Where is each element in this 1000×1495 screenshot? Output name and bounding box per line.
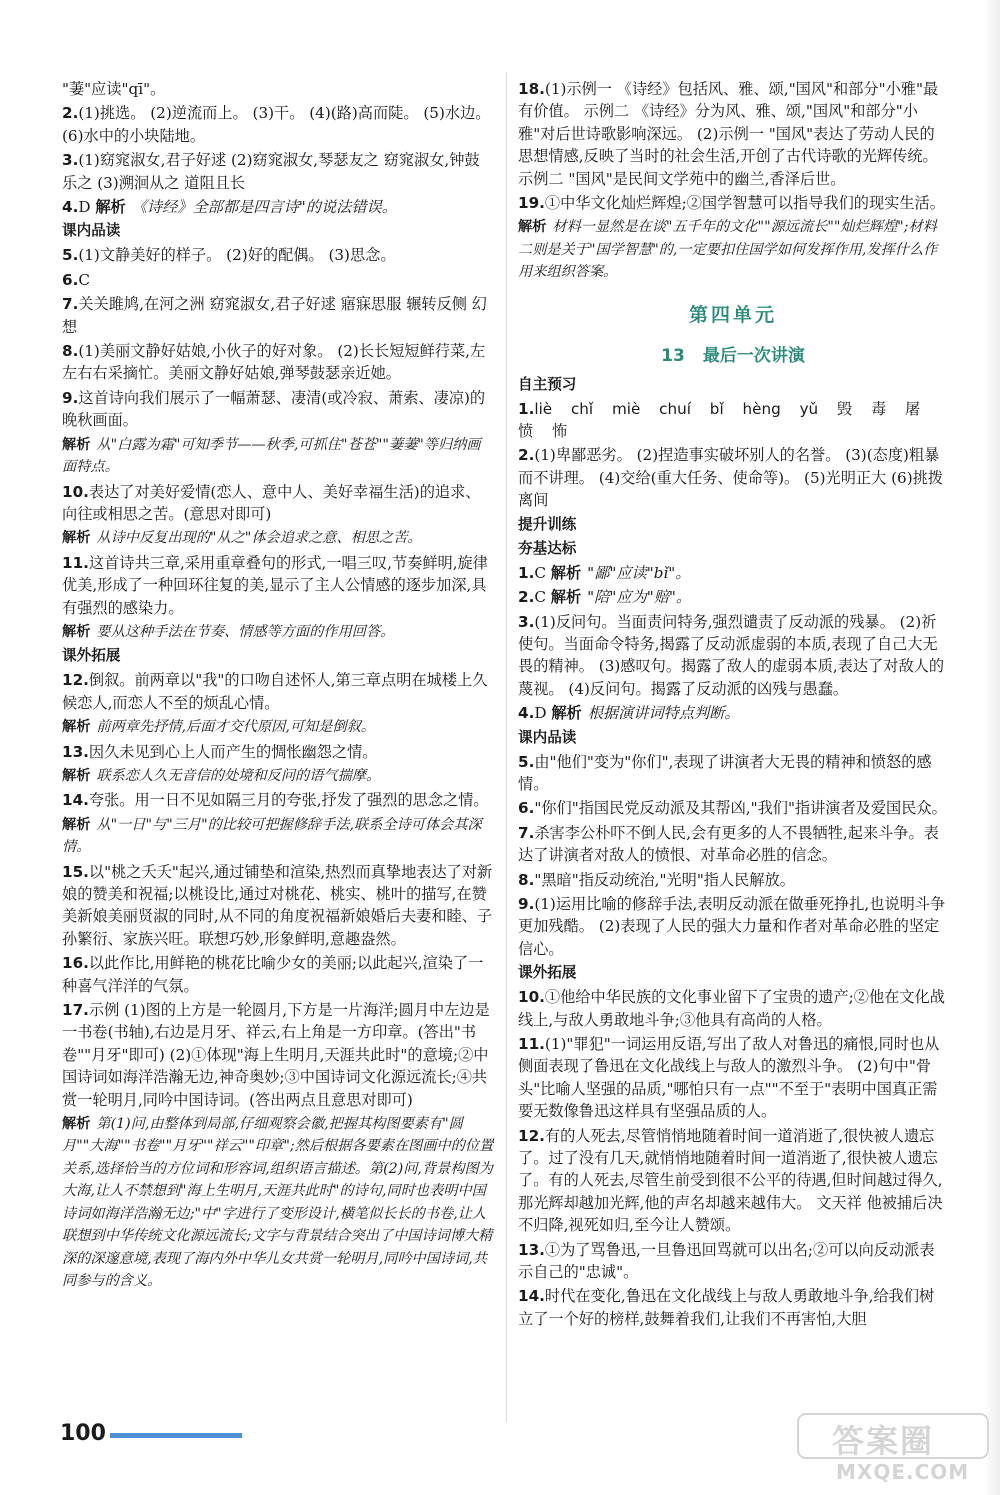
item-number: 3. xyxy=(62,151,79,170)
analysis-label: 解析 xyxy=(62,623,91,640)
item-text: C xyxy=(78,270,90,289)
analysis-note xyxy=(62,1113,494,1292)
item-text: 这首诗向我们展示了一幅萧瑟、凄清(或冷寂、萧索、凄凉)的晚秋画面。 xyxy=(62,388,486,430)
item-text: (1)"罪犯"一词运用反语,写出了敌人对鲁迅的痛恨,同时也从侧面表现了鲁迅在文化战线上与敌人的激烈斗争。 (2)句中"骨头"比喻人坚强的品质,"哪怕只有一点""不至于"表明中国真正需要无数像鲁迅这样具有坚强品质的人。 xyxy=(518,1035,940,1121)
right-column xyxy=(518,78,948,1332)
answer-item xyxy=(62,861,494,951)
answer-item xyxy=(62,952,494,997)
item-text: 表达了对美好爱情(恋人、意中人、美好幸福生活)的追求、向往或相思之苦。(意思对即可) xyxy=(62,482,481,523)
item-number: 10. xyxy=(518,988,545,1007)
item-number: 12. xyxy=(518,1126,545,1145)
item-number: 12. xyxy=(62,671,89,690)
item-number: 2. xyxy=(62,104,79,123)
item-text: "你们"指国民党反动派及其帮凶,"我们"指讲演者及爱国民众。 xyxy=(534,799,947,818)
item-number: 11. xyxy=(62,553,89,572)
page-number: 100 xyxy=(60,1421,106,1446)
item-number: 10. xyxy=(62,482,89,501)
item-text: C xyxy=(534,563,551,582)
analysis-label: 解析 xyxy=(62,719,91,736)
section-heading: 夯基达标 xyxy=(518,539,577,557)
page-edge-shadow xyxy=(984,0,1000,1495)
answer-item xyxy=(518,893,948,960)
item-number: 8. xyxy=(518,870,535,889)
item-text: 以此作比,用鲜艳的桃花比喻少女的美丽;以此起兴,渲染了一种喜气洋洋的气氛。 xyxy=(62,954,484,995)
analysis-text: 联系恋人久无音信的处境和反问的语气揣摩。 xyxy=(96,767,381,784)
analysis-text: 根据演讲词特点判断。 xyxy=(587,704,740,723)
answer-item xyxy=(518,562,948,584)
answer-item xyxy=(518,78,948,190)
answer-item xyxy=(62,269,494,291)
section-heading: 课外拓展 xyxy=(518,964,577,982)
item-number: 13. xyxy=(62,742,89,761)
analysis-note xyxy=(518,216,948,283)
analysis-text: 从诗中反复出现的"从之"体会追求之意、相思之苦。 xyxy=(96,530,422,547)
item-number: 4. xyxy=(518,704,535,723)
analysis-text: 要从这种手法在节奏、情感等方面的作用回答。 xyxy=(96,623,395,640)
item-text: 因久未见到心上人而产生的惆怅幽怨之情。 xyxy=(88,742,378,761)
item-text: D xyxy=(534,704,552,723)
item-text: (1)美丽文静好姑娘,小伙子的好对象。 (2)长长短短鲜荇菜,左左右右采摘忙。美丽文静好姑娘,弹琴鼓瑟亲近她。 xyxy=(62,342,486,383)
analysis-label: 解析 xyxy=(62,1116,91,1133)
answer-item xyxy=(62,340,494,385)
analysis-text: "陪"应为"赔"。 xyxy=(587,588,692,607)
item-text: ①为了骂鲁迅,一旦鲁迅回骂就可以出名;②可以向反动派表示自己的"忠诚"。 xyxy=(518,1240,935,1282)
analysis-text: 前两章先抒情,后面才交代原因,可知是倒叙。 xyxy=(96,719,375,736)
item-number: 9. xyxy=(518,894,535,913)
page-footer xyxy=(60,1421,106,1446)
pinyin-answer xyxy=(518,398,948,443)
lesson-title xyxy=(518,341,948,366)
item-number: 3. xyxy=(518,612,535,631)
item-text: 由"他们"变为"你们",表现了讲演者大无畏的精神和愤怒的感情。 xyxy=(518,752,932,793)
analysis-label: 解析 xyxy=(550,563,582,582)
item-number: 15. xyxy=(62,862,89,881)
item-number: 2. xyxy=(518,446,535,465)
item-text: (1)示例一 《诗经》包括风、雅、颂,"国风"和部分"小雅"最有价值。 示例二 《诗经》分为风、雅、颂,"国风"和部分"小雅"对后世诗歌影响深远。 (2)示例一 "国风"表达了劳动人民的思想情感,反映了当时的社会生活,开创了古代诗歌的光辉传统。 示例二 "国风"是民间文学苑中的幽兰,香泽后世。 xyxy=(518,80,939,188)
answer-item xyxy=(518,192,948,214)
analysis-note xyxy=(62,716,494,738)
analysis-label: 解析 xyxy=(62,767,91,784)
item-text: 这首诗共三章,采用重章叠句的形式,一唱三叹,节奏鲜明,旋律优美,形成了一种回环往复的美,显示了主人公情感的逐步加深,具有强烈的感染力。 xyxy=(62,553,488,617)
answer-item xyxy=(62,387,494,432)
analysis-note xyxy=(62,814,494,859)
answer-item xyxy=(518,1285,948,1330)
analysis-label: 解析 xyxy=(550,588,582,607)
watermark-title: 答案圈 xyxy=(832,1422,935,1460)
item-number: 19. xyxy=(518,194,545,213)
item-text: 杀害李公朴吓不倒人民,会有更多的人不畏牺牲,起来斗争。表达了讲演者对敌人的愤恨、对革命必胜的信念。 xyxy=(518,823,939,865)
item-text: 以"桃之夭夭"起兴,通过铺垫和渲染,热烈而真挚地表达了对新娘的赞美和祝福;以桃设比,通过对桃花、桃实、桃叶的描写,在赞美新娘美丽贤淑的同时,从不同的角度祝福新娘婚后夫妻和睦、子孙繁衍、家族兴旺。联想巧妙,形象鲜明,意趣盎然。 xyxy=(62,862,493,948)
item-number: 6. xyxy=(62,270,79,289)
item-number: 16. xyxy=(62,954,89,973)
section-heading: 课内品读 xyxy=(62,222,121,240)
left-column xyxy=(62,78,494,1294)
analysis-note xyxy=(62,621,494,643)
section-heading: 课内品读 xyxy=(518,728,577,746)
answer-item xyxy=(518,444,948,511)
item-number: 7. xyxy=(62,295,79,314)
analysis-text: 从"一日"与"三月"的比较可把握修辞手法,联系全诗可体会其深情。 xyxy=(62,816,482,856)
analysis-note xyxy=(62,765,494,787)
item-text: (1)反问句。当面责问特务,强烈谴责了反动派的残暴。 (2)祈使句。当面命令特务,揭露了反动派虚弱的本质,表现了自己大无畏的精神。 (3)感叹句。揭露了敌人的虚弱本质,表达了对敌人的蔑视。 (4)反问句。揭露了反动派的凶残与愚蠢。 xyxy=(518,612,945,698)
analysis-note xyxy=(62,434,494,479)
answer-item xyxy=(62,999,494,1111)
item-text: "萋"应读"qī"。 xyxy=(62,80,166,98)
item-text: 倒叙。前两章以"我"的口吻自述怀人,第三章点明在城楼上久候恋人,而恋人不至的烦乱心情。 xyxy=(62,671,488,712)
item-text: (1)运用比喻的修辞手法,表明反动派在做垂死挣扎,也说明斗争更加残酷。 (2)表现了人民的强大力量和作者对革命必胜的坚定信心。 xyxy=(518,894,946,958)
lesson-name: 最后一次讲演 xyxy=(702,345,805,366)
answer-item xyxy=(518,1239,948,1284)
unit-title: 第四单元 xyxy=(688,303,777,326)
item-text: "黑暗"指反动统治,"光明"指人民解放。 xyxy=(534,870,795,889)
item-text: (1)文静美好的样子。 (2)好的配偶。 (3)思念。 xyxy=(78,246,396,265)
answer-item xyxy=(62,102,494,147)
item-text: ①中华文化灿烂辉煌;②国学智慧可以指导我们的现实生活。 xyxy=(544,194,945,213)
item-text: 示例 (1)图的上方是一轮圆月,下方是一片海洋;圆月中左边是一书卷(书轴),右边是月牙、祥云,右上角是一方印章。(答出"书卷""月牙"即可) (2)①体现"海上生明月,天涯共此时"的意境;②中国诗词如海洋浩瀚无边,神奇奥妙;③中国诗词文化源远流长;④共赏一轮明月,同吟中国诗词。(答出两点且意思对即可) xyxy=(62,1001,490,1109)
analysis-label: 解析 xyxy=(62,436,91,453)
page-number-bar xyxy=(110,1433,242,1438)
answer-item xyxy=(518,586,948,608)
item-number: 9. xyxy=(62,388,79,407)
item-number: 11. xyxy=(518,1035,545,1053)
analysis-label: 解析 xyxy=(551,704,582,723)
item-text: liè chǐ miè chuí bǐ hèng yǔ 毁 毒 屠 愤 怖 xyxy=(518,399,921,441)
analysis-text: 材料一显然是在谈"五千年的文化""源远流长""灿烂辉煌";材料二则是关于"国学智慧"的,一定要扣住国学如何发挥作用,发挥什么作用来组织答案。 xyxy=(518,219,938,281)
answer-item xyxy=(62,293,494,338)
answer-item xyxy=(62,149,494,194)
item-text: 夸张。用一日不见如隔三月的夸张,抒发了强烈的思念之情。 xyxy=(88,791,489,810)
answer-item xyxy=(62,669,494,714)
watermark xyxy=(796,1410,992,1488)
item-number: 5. xyxy=(62,246,79,265)
item-text: (1)窈窕淑女,君子好逑 (2)窈窕淑女,琴瑟友之 窈窕淑女,钟鼓乐之 (3)溯洄从之 道阻且长 xyxy=(62,151,480,192)
item-number: 2. xyxy=(518,588,535,607)
item-number: 14. xyxy=(62,791,89,810)
analysis-note xyxy=(62,527,494,549)
answer-item xyxy=(62,244,494,266)
section-heading: 提升训练 xyxy=(518,515,577,533)
item-text: ①他给中华民族的文化事业留下了宝贵的遗产;②他在文化战线上,与敌人勇敢地斗争;③他具有高尚的人格。 xyxy=(518,988,945,1029)
item-text: 时代在变化,鲁迅在文化战线上与敌人勇敢地斗争,给我们树立了一个好的榜样,鼓舞着我们,让我们不再害怕,大胆 xyxy=(518,1287,935,1328)
answer-item xyxy=(62,741,494,763)
item-number: 18. xyxy=(518,80,545,98)
answer-item xyxy=(518,702,948,724)
analysis-text: 《诗经》全部都是四言诗"的说法错误。 xyxy=(131,198,397,217)
item-text: 关关雎鸠,在河之洲 窈窕淑女,君子好逑 寤寐思服 辗转反侧 幻想 xyxy=(62,295,487,336)
answer-item xyxy=(518,797,948,819)
answer-item xyxy=(62,552,494,619)
item-number: 4. xyxy=(62,198,79,217)
item-number: 1. xyxy=(518,563,535,582)
answer-item xyxy=(518,822,948,867)
item-number: 5. xyxy=(518,752,535,771)
item-text: C xyxy=(534,588,551,607)
analysis-text: "鄙"应读"bǐ"。 xyxy=(587,563,691,582)
analysis-text: 第(1)问,由整体到局部,仔细观察会徽,把握其构图要素有"圆月""大海""书卷""月牙""祥云""印章";然后根据各要素在图画中的位置关系,选择恰当的方位词和形容词,组织语言描述。第(2)问,背景构图为大海,让人不禁想到"海上生明月,天涯共此时"的诗句,同时也表明中国诗词如海洋浩瀚无边;"中"字进行了变形设计,横笔似长长的书卷,让人联想到中华传统文化源远流长;文字与背景结合突出了中国诗词博大精深的深邃意境,表现了海内外中华儿女共赏一轮明月,同吟中国诗词,共同参与的含义。 xyxy=(62,1116,494,1289)
answer-item xyxy=(62,196,494,218)
analysis-label: 解析 xyxy=(62,816,91,833)
answer-item xyxy=(518,869,948,891)
item-text: D xyxy=(78,198,96,217)
answer-item xyxy=(518,751,948,796)
column-divider xyxy=(506,72,507,1422)
item-number: 8. xyxy=(62,342,79,361)
answer-item xyxy=(518,611,948,701)
item-number: 13. xyxy=(518,1240,545,1259)
answer-item xyxy=(518,1033,948,1123)
answer-item xyxy=(62,78,494,100)
answer-item xyxy=(518,986,948,1031)
section-heading: 课外拓展 xyxy=(62,647,121,665)
answer-item xyxy=(62,481,494,526)
lesson-number: 13 xyxy=(661,345,685,366)
item-number: 6. xyxy=(518,799,535,818)
section-heading: 自主预习 xyxy=(518,375,577,393)
item-text: (1)卑鄙恶劣。 (2)捏造事实破坏别人的名誉。 (3)(态度)粗暴而不讲理。 (4)交给(重大任务、使命等)。 (5)光明正大 (6)挑拨离间 xyxy=(518,446,943,510)
item-text: 有的人死去,尽管悄悄地随着时间一道消逝了,很快被人遗忘了。过了没有几天,就悄悄地随着时间一道消逝了,很快被人遗忘了。有的人死去,尽管生前受到很不公平的待遇,但时间越过得久,那光辉却越加光辉,他的声名却越来越伟大。 文天祥 他被捕后决不归降,视死如归,至今让人赞颂。 xyxy=(518,1126,943,1235)
watermark-url: MXQE.COM xyxy=(836,1460,970,1484)
analysis-label: 解析 xyxy=(62,530,91,547)
item-number: 17. xyxy=(62,1001,89,1020)
analysis-label: 解析 xyxy=(518,219,547,236)
answer-item xyxy=(518,1125,948,1237)
analysis-label: 解析 xyxy=(95,198,126,217)
item-number: 7. xyxy=(518,823,535,842)
answer-item xyxy=(62,789,494,811)
item-number: 14. xyxy=(518,1287,545,1306)
item-number: 1. xyxy=(518,399,535,418)
analysis-text: 从"白露为霜"可知季节——秋季,可抓住"苍苍""萋萋"等归纳画面特点。 xyxy=(62,436,481,476)
item-text: (1)挑选。 (2)逆流而上。 (3)干。 (4)(路)高而陡。 (5)水边。 (6)水中的小块陆地。 xyxy=(62,104,491,145)
